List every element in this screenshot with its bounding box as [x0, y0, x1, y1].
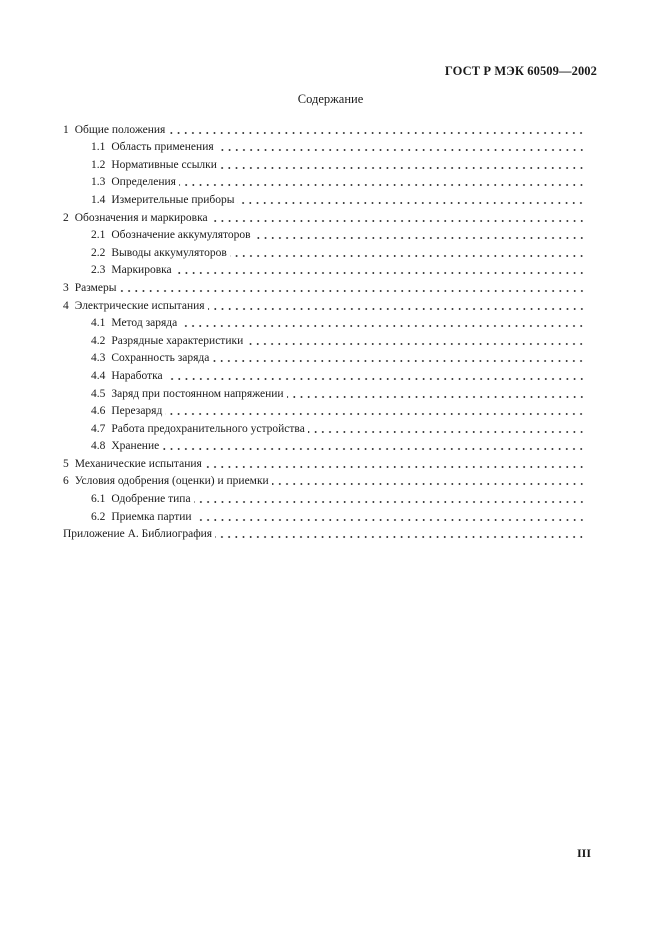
toc-entry[interactable] — [63, 330, 585, 348]
dot-leader — [246, 343, 585, 345]
toc-entry[interactable] — [63, 189, 585, 207]
page-number: III — [576, 846, 591, 860]
toc-entry-number: 4.1 — [91, 317, 106, 330]
dot-leader — [217, 149, 585, 151]
dot-leader — [162, 448, 585, 450]
toc-entry[interactable] — [63, 506, 585, 524]
dot-leader — [308, 431, 585, 433]
toc-entry-label: Приложение А. Библиография — [63, 528, 213, 541]
toc-entry-label: Обозначение аккумуляторов — [111, 229, 251, 242]
toc-entry-label: Область применения — [111, 141, 214, 154]
toc-entry-number: 4.6 — [91, 405, 106, 418]
toc-entry-number: 4.3 — [91, 352, 106, 365]
toc-entry-label: Разрядные характеристики — [111, 334, 244, 347]
toc-entry-label: Размеры — [74, 281, 117, 294]
toc-entry-label: Метод заряда — [111, 317, 178, 330]
toc-entry-label: Работа предохранительного устройства — [111, 422, 305, 435]
toc-entry[interactable] — [63, 436, 585, 454]
toc-entry-label: Электрические испытания — [74, 299, 205, 312]
dot-leader — [165, 413, 585, 415]
toc-entry[interactable] — [63, 225, 585, 243]
toc-entry[interactable] — [63, 172, 585, 190]
toc-entry-number: 6.2 — [91, 510, 106, 523]
dot-leader — [211, 220, 585, 222]
toc-entry-label: Заряд при постоянном напряжении — [111, 387, 284, 400]
toc-entry[interactable] — [63, 383, 585, 401]
toc-entry-label: Наработка — [111, 369, 163, 382]
toc-entry-label: Сохранность заряда — [111, 352, 210, 365]
toc-entry-number: 1.4 — [91, 193, 106, 206]
dot-leader — [254, 237, 585, 239]
toc-entry-label: Нормативные ссылки — [111, 158, 217, 171]
toc-entry-number: 6.1 — [91, 493, 106, 506]
toc-entry-label: Выводы аккумуляторов — [111, 246, 227, 259]
dot-leader — [194, 501, 585, 503]
toc-entry[interactable] — [63, 137, 585, 155]
toc-entry-number: 4.5 — [91, 387, 106, 400]
toc-entry[interactable] — [63, 277, 585, 295]
dot-leader — [287, 396, 585, 398]
dot-leader — [205, 466, 585, 468]
toc-entry[interactable] — [63, 242, 585, 260]
toc-entry-number: 6 — [63, 475, 69, 488]
toc-entry-label: Хранение — [111, 440, 160, 453]
toc-entry-label: Механические испытания — [74, 457, 202, 470]
toc-entry[interactable] — [63, 471, 585, 489]
dot-leader — [166, 378, 585, 380]
toc-entry-label: Общие положения — [74, 123, 166, 136]
toc-entry-label: Одобрение типа — [111, 493, 191, 506]
toc-entry-number: 4.4 — [91, 369, 106, 382]
toc-entry-number: 5 — [63, 457, 69, 470]
toc-entry-number: 1.2 — [91, 158, 106, 171]
dot-leader — [179, 184, 585, 186]
toc-entry[interactable] — [63, 365, 585, 383]
dot-leader — [230, 255, 585, 257]
toc-entry-number: 2.3 — [91, 264, 106, 277]
toc-entry[interactable] — [63, 524, 585, 542]
dot-leader — [175, 272, 585, 274]
page-title: Содержание — [297, 92, 364, 106]
toc-entry-number: 2.1 — [91, 229, 106, 242]
toc-entry-number: 4.2 — [91, 334, 106, 347]
toc-entry-label: Условия одобрения (оценки) и приемки — [74, 475, 269, 488]
toc-entry-number: 2 — [63, 211, 69, 224]
toc-entry[interactable] — [63, 488, 585, 506]
toc-entry-number: 1.1 — [91, 141, 106, 154]
toc-entry-number: 1.3 — [91, 176, 106, 189]
toc-entry[interactable] — [63, 154, 585, 172]
toc-entry-label: Перезаряд — [111, 405, 163, 418]
toc-entry-label: Обозначения и маркировка — [74, 211, 208, 224]
dot-leader — [195, 519, 585, 521]
dot-leader — [272, 483, 585, 485]
toc-entry-number: 4.7 — [91, 422, 106, 435]
dot-leader — [215, 536, 585, 538]
toc-entry-number: 4 — [63, 299, 69, 312]
toc-entry[interactable] — [63, 418, 585, 436]
dot-leader — [120, 290, 586, 292]
toc-entry-number: 4.8 — [91, 440, 106, 453]
toc-entry[interactable] — [63, 119, 585, 137]
toc-entry-number: 1 — [63, 123, 69, 136]
toc-entry[interactable] — [63, 260, 585, 278]
dot-leader — [180, 325, 585, 327]
toc-entry-label: Маркировка — [111, 264, 172, 277]
dot-leader — [168, 132, 585, 134]
dot-leader — [208, 308, 585, 310]
toc-entry[interactable] — [63, 401, 585, 419]
toc-entry-label: Определения — [111, 176, 176, 189]
dot-leader — [237, 202, 585, 204]
document-header: ГОСТ Р МЭК 60509—2002 — [444, 64, 597, 78]
toc-entry[interactable] — [63, 348, 585, 366]
table-of-contents — [63, 119, 585, 541]
toc-entry[interactable] — [63, 453, 585, 471]
dot-leader — [220, 167, 585, 169]
dot-leader — [212, 360, 585, 362]
toc-entry-number: 2.2 — [91, 246, 106, 259]
toc-entry-label: Приемка партии — [111, 510, 192, 523]
toc-entry-label: Измерительные приборы — [111, 193, 235, 206]
toc-entry-number: 3 — [63, 281, 69, 294]
toc-entry[interactable] — [63, 207, 585, 225]
toc-entry[interactable] — [63, 295, 585, 313]
toc-entry[interactable] — [63, 313, 585, 331]
